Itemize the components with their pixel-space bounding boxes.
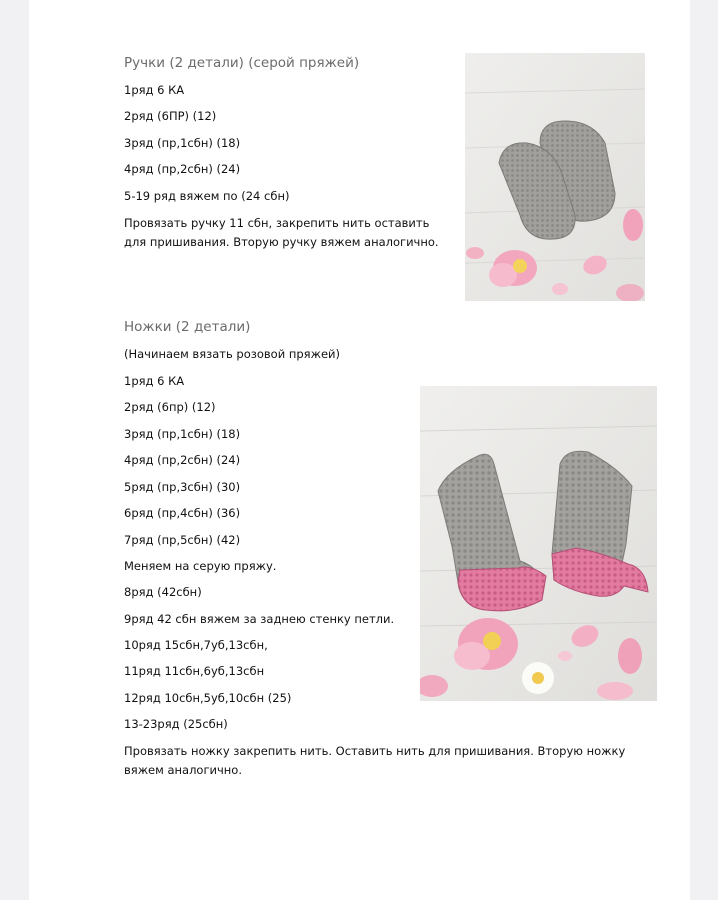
legs-row: 2ряд (6пр) (12) [124,400,216,414]
legs-row: 10ряд 15сбн,7уб,13сбн, [124,638,268,652]
legs-row: 9ряд 42 сбн вяжем за заднею стенку петли. [124,612,395,626]
legs-row: 3ряд (пр,1сбн) (18) [124,427,241,441]
arms-row: 3ряд (пр,1сбн) (18) [124,136,241,150]
legs-row: 12ряд 10сбн,5уб,10сбн (25) [124,691,292,705]
arms-section-title: Ручки (2 детали) (серой пряжей) [124,55,360,71]
legs-photo [420,386,657,701]
legs-section-title: Ножки (2 детали) [124,319,251,335]
arms-photo [465,53,645,301]
legs-row: 6ряд (пр,4сбн) (36) [124,506,241,520]
legs-row: (Начинаем вязать розовой пряжей) [124,347,340,361]
legs-row: 5ряд (пр,3сбн) (30) [124,480,241,494]
legs-note: Провязать ножку закрепить нить. Оставить нить для пришивания. Вторую ножку вяжем аналогично. [124,744,626,777]
legs-row: 13-23ряд (25сбн) [124,717,228,731]
arms-row: 2ряд (6ПР) (12) [124,109,217,123]
arms-row: 1ряд 6 КА [124,83,185,97]
legs-row: Меняем на серую пряжу. [124,559,277,573]
arms-row: 5-19 ряд вяжем по (24 сбн) [124,189,290,203]
legs-row: 8ряд (42сбн) [124,585,202,599]
legs-row: 1ряд 6 КА [124,374,185,388]
document-page [29,0,690,900]
legs-row: 11ряд 11сбн,6уб,13сбн [124,664,265,678]
arms-note: Провязать ручку 11 сбн, закрепить нить оставить для пришивания. Вторую ручку вяжем аналогично. [124,216,439,249]
arms-row: 4ряд (пр,2сбн) (24) [124,162,241,176]
legs-row: 7ряд (пр,5сбн) (42) [124,533,241,547]
legs-row: 4ряд (пр,2сбн) (24) [124,453,241,467]
